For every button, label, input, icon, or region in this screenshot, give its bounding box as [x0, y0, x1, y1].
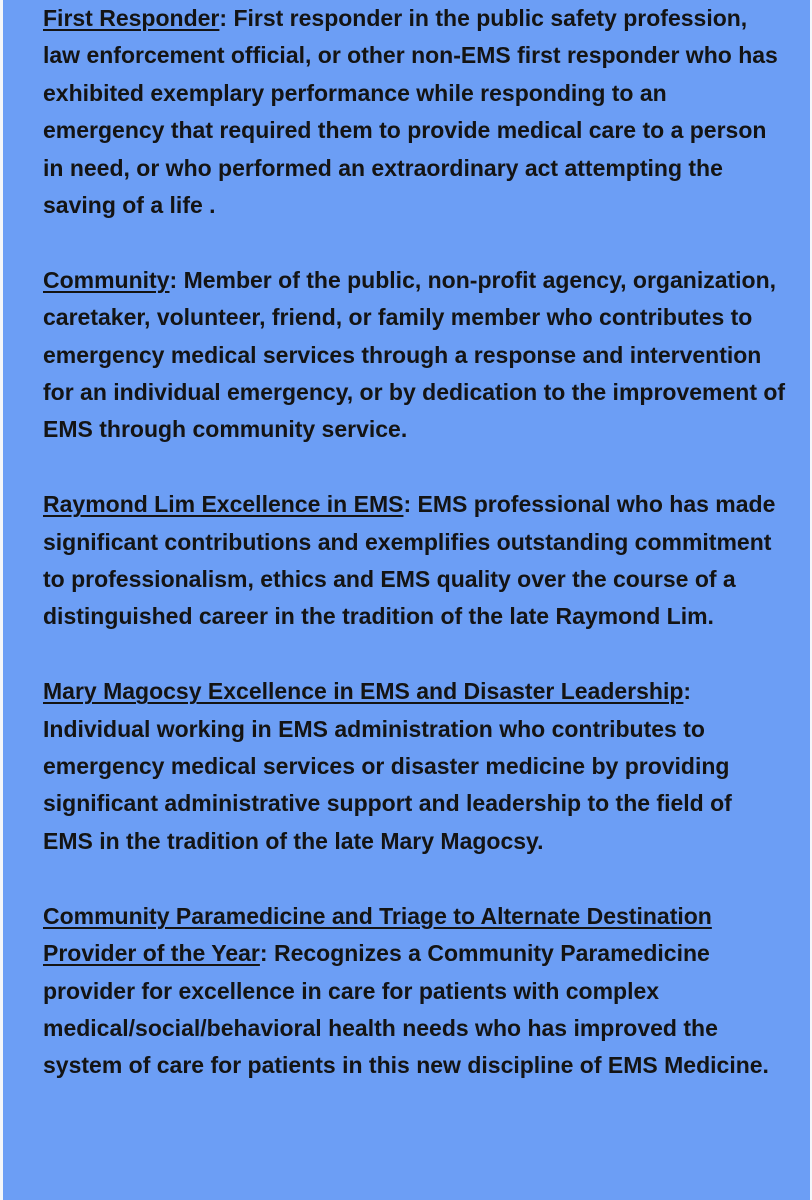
award-description: First responder in the public safety profession, law enforcement official, or other non-EMS first responder who has exhibited exemplary performance while responding to an emergency that required them to provide medical care to a person in need, or who performed an extraordinary act attempting the saving of a life . [43, 5, 778, 219]
award-raymond-lim-excellence [43, 486, 788, 636]
award-title-separator: : [169, 266, 184, 293]
award-description: EMS professional who has made significant contributions and exemplifies outstanding commitment to professionalism, ethics and EMS quality over the course of a distinguished career in the tradition of the late Raymond Lim. [43, 491, 776, 630]
award-title: Raymond Lim Excellence in EMS [43, 491, 404, 518]
award-community-paramedicine [43, 898, 788, 1085]
award-title: First Responder [43, 5, 220, 31]
award-category-list [43, 0, 788, 1085]
award-title: Community Paramedicine and Triage to Alternate Destination Provider of the Year [43, 902, 712, 967]
award-description: Recognizes a Community Paramedicine provider for excellence in care for patients with complex medical/social/behavioral health needs who has improved the system of care for patients in this new discipline of EMS Medicine. [43, 940, 769, 1079]
award-title: Mary Magocsy Excellence in EMS and Disaster Leadership [43, 678, 684, 705]
award-first-responder [43, 0, 788, 224]
award-title-separator: : [403, 491, 418, 518]
award-mary-magocsy-leadership [43, 673, 788, 860]
award-title-separator: : [683, 678, 692, 705]
award-title-separator: : [219, 5, 234, 31]
award-title-separator: : [259, 940, 274, 967]
award-title: Community [43, 266, 170, 293]
award-description: Member of the public, non-profit agency, organization, caretaker, volunteer, friend, or family member who contributes to emergency medical services through a response and intervention for an individual emergency, or by dedication to the improvement of EMS through community service. [43, 266, 786, 443]
award-community [43, 262, 788, 449]
award-description: Individual working in EMS administration who contributes to emergency medical services or disaster medicine by providing significant administrative support and leadership to the field of EMS in the tradition of the late Mary Magocsy. [43, 715, 732, 854]
